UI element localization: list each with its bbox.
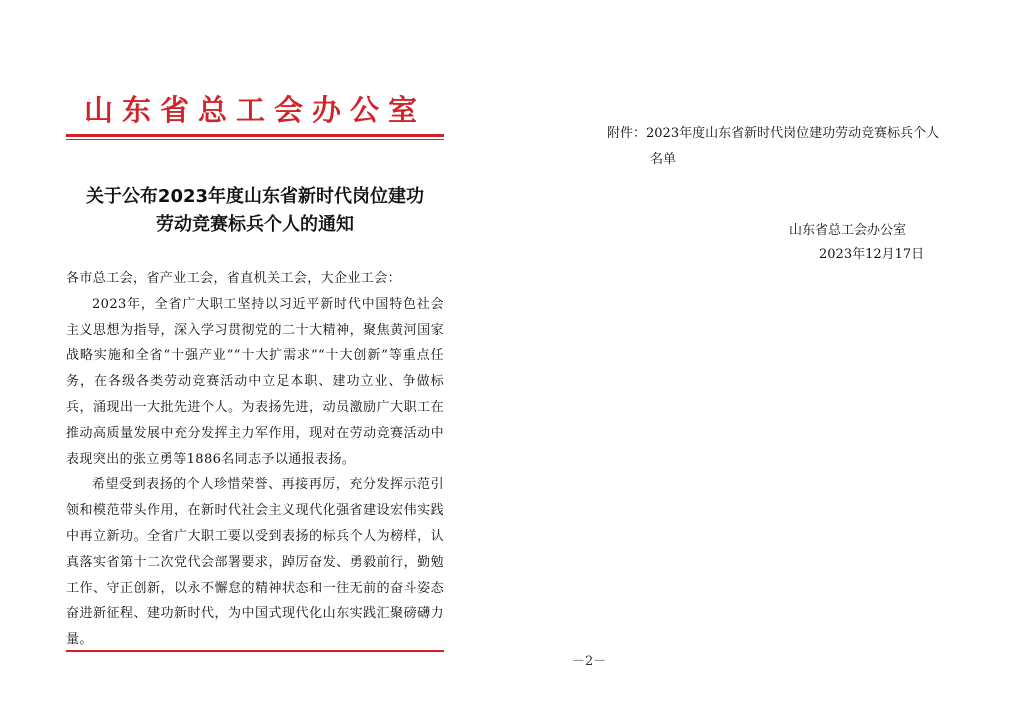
masthead-rule-thick [66,134,444,137]
title-line-2: 劳动竞赛标兵个人的通知 [156,214,354,235]
signature-date: 2023年12月17日 [819,247,925,262]
attachment-line-2: 名单 [650,152,677,167]
attachment-line-1: 附件：2023年度山东省新时代岗位建功劳动竞赛标兵个人 [607,126,940,141]
signature-org: 山东省总工会办公室 [789,223,907,238]
document-body [66,266,444,653]
masthead-title: 山东省总工会办公室 [83,93,426,127]
salutation: 各市总工会，省产业工会，省直机关工会，大企业工会： [66,271,402,286]
paragraph-1: 2023年，全省广大职工坚持以习近平新时代中国特色社会主义思想为指导，深入学习贯彻党的二十大精神，聚焦黄河国家战略实施和全省“十强产业”“十大扩需求”“十大创新”等重点任务，在各级各类劳动竞赛活动中立足本职、建功立业、争做标兵，涌现出一大批先进个人。为表扬先进，动员激励广大职工在推动高质量发展中充分发挥主力军作用，现对在劳动竞赛活动中表现突出的张立勇等1886名同志予以通报表扬。 [66,296,444,467]
footer-rule [66,650,444,652]
attachment-note [607,121,967,173]
document-title [66,183,444,239]
paragraph-2: 希望受到表扬的个人珍惜荣誉、再接再厉，充分发挥示范引领和模范带头作用，在新时代社会主义现代化强省建设宏伟实践中再立新功。全省广大职工要以受到表扬的标兵个人为榜样，认真落实省第十二次党代会部署要求，踔厉奋发、勇毅前行，勤勉工作、守正创新，以永不懈怠的精神状态和一往无前的奋斗姿态奋进新征程、建功新时代，为中国式现代化山东实践汇聚磅礴力量。 [66,477,444,648]
masthead-rule-thin [66,139,444,140]
title-line-1: 关于公布2023年度山东省新时代岗位建功 [85,186,425,207]
page-number: －2－ [572,654,607,669]
